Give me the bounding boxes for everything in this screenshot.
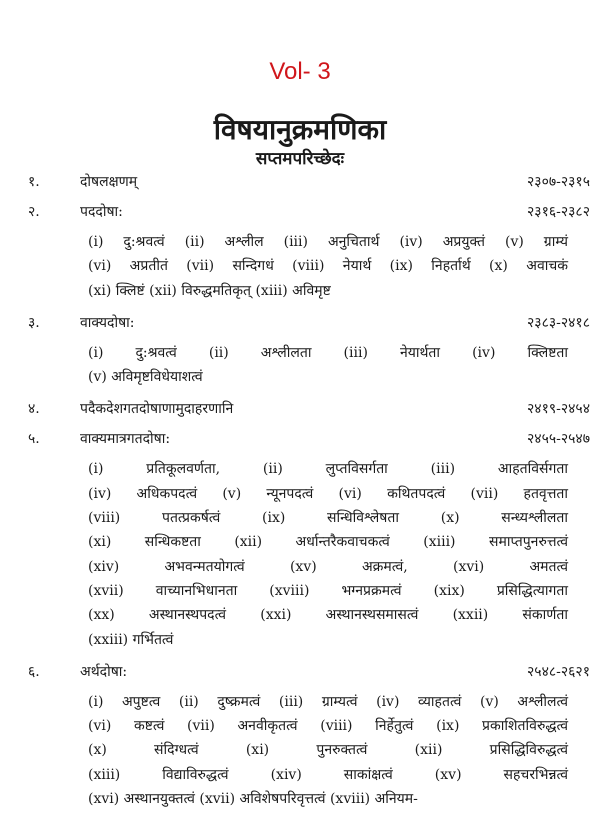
entry-number: ५. xyxy=(28,431,40,448)
subtopic-line: (iv) अधिकपदत्वं (v) न्यूनपदत्वं (vi) कथितपदत्वं (vii) हतवृत्तता xyxy=(88,485,568,502)
chapter-heading: सप्तमपरिच्छेदः xyxy=(255,149,345,169)
entry-title: अर्थदोषा: xyxy=(80,663,128,680)
entry-pages: २४१९-२४५४ xyxy=(527,401,590,418)
entry-number: ३. xyxy=(28,314,40,331)
entry-pages: २५४८-२६२१ xyxy=(527,663,590,680)
subtopic-line: (vi) कष्टत्वं (vii) अनवीकृतत्वं (viii) निर्हेतुत्वं (ix) प्रकाशितविरुद्धत्वं xyxy=(88,718,568,735)
subtopic-line: (xiv) अभवन्मतयोगत्वं (xv) अक्रमत्वं, (xvi) अमतत्वं xyxy=(88,558,568,575)
subtopic-line: (xi) सन्धिकष्टता (xii) अर्धान्तरैकवाचकत्वं (xiii) समाप्तपुनरुत्तत्वं xyxy=(88,534,568,551)
entry-number: ६. xyxy=(28,663,40,680)
toc-entry xyxy=(0,660,600,684)
entry-title: पदैकदेशगतदोषाणामुदाहरणानि xyxy=(80,401,234,418)
entry-number: १. xyxy=(28,174,40,190)
subtopic-line: (xiii) विद्याविरुद्धत्वं (xiv) साकांक्षत्वं (xv) सहचरभिन्नत्वं xyxy=(88,766,568,783)
subtopic-list xyxy=(88,690,568,811)
page-title: विषयानुक्रमणिका xyxy=(213,113,387,146)
entry-pages: २३०७-२३१५ xyxy=(527,174,590,190)
entry-title: वाक्यमात्रगतदोषा: xyxy=(80,431,171,448)
entry-pages: २४५५-२५४७ xyxy=(527,431,590,448)
subtopic-line: (x) संदिग्धत्वं (xi) पुनरुक्तत्वं (xii) प्रसिद्धिविरुद्धत्वं xyxy=(88,742,568,759)
table-of-contents xyxy=(0,170,600,819)
entry-pages: २३१६-२३८२ xyxy=(527,204,590,220)
subtopic-line: (viii) पतत्प्रकर्षत्वं (ix) सन्धिविश्लेषता (x) सन्ध्यश्लीलता xyxy=(88,510,568,527)
toc-entry xyxy=(0,200,600,224)
subtopic-list xyxy=(88,341,568,390)
volume-label: Vol- 3 xyxy=(269,58,331,85)
entry-pages: २३८३-२४१८ xyxy=(527,314,590,331)
toc-entry xyxy=(0,427,600,451)
toc-entry xyxy=(0,311,600,335)
subtopic-line: (xi) क्लिष्टं (xii) विरुद्धमतिकृत् (xiii) अविमृष्ट xyxy=(88,282,331,299)
entry-number: ४. xyxy=(28,401,40,418)
subtopic-line: (xvi) अस्थानयुक्तत्वं (xvii) अविशेषपरिवृत्तत्वं (xviii) अनियम- xyxy=(88,791,418,808)
entry-title: दोषलक्षणम् xyxy=(80,174,138,190)
subtopic-line: (v) अविमृष्टविधेयाशत्वं xyxy=(88,369,203,386)
toc-entry xyxy=(0,170,600,194)
subtopic-line: (i) दु:श्रवत्वं (ii) अश्लीलता (iii) नेयार्थता (iv) क्लिष्टता xyxy=(88,344,568,361)
entry-number: २. xyxy=(28,204,40,220)
subtopic-line: (xx) अस्थानस्थपदत्वं (xxi) अस्थानस्थसमासत्वं (xxii) संकार्णता xyxy=(88,607,568,624)
toc-entry xyxy=(0,397,600,421)
subtopic-line: (xxiii) गर्भितत्वं xyxy=(88,631,174,648)
subtopic-line: (i) दु:श्रवत्वं (ii) अश्लील (iii) अनुचितार्थ (iv) अप्रयुक्तं (v) ग्राम्यं xyxy=(88,234,568,250)
subtopic-line: (vi) अप्रतीतं (vii) सन्दिगधं (viii) नेयार्थ (ix) निहर्तार्थ (x) अवाचकं xyxy=(88,258,568,275)
subtopic-line: (i) अपुष्टत्व (ii) दुष्क्रमत्वं (iii) ग्राम्यत्वं (iv) व्याहतत्वं (v) अश्लीलत्वं xyxy=(88,693,568,710)
subtopic-list xyxy=(88,457,568,651)
entry-title: वाक्यदोषा: xyxy=(80,314,135,331)
subtopic-line: (i) प्रतिकूलवर्णता, (ii) लुप्तविसर्गता (iii) आहतविर्सगता xyxy=(88,461,568,478)
entry-title: पददोषा: xyxy=(80,204,123,220)
subtopic-line: (xvii) वाच्यानभिधानता (xviii) भग्नप्रक्रमत्वं (xix) प्रसिद्धित्यागता xyxy=(88,582,568,599)
subtopic-list xyxy=(88,230,568,303)
